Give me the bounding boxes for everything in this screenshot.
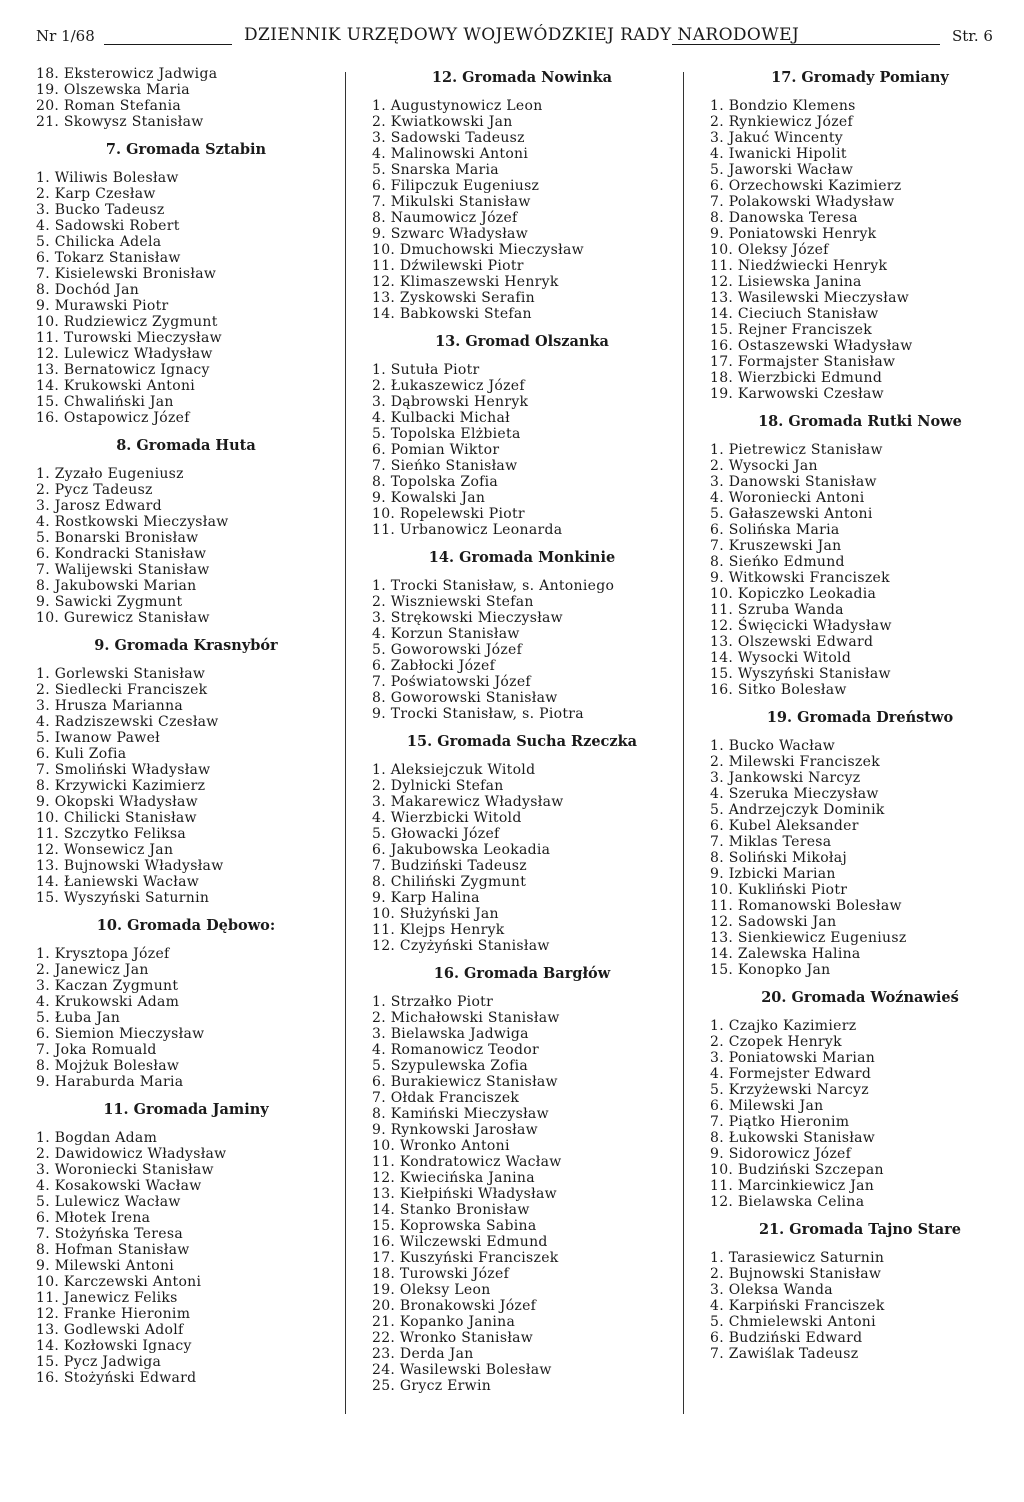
list-item: 2. Pycz Tadeusz (36, 482, 153, 498)
list-item: 14. Zalewska Halina (710, 946, 861, 962)
member-list (710, 442, 1010, 698)
list-item: 22. Wronko Stanisław (372, 1330, 534, 1346)
list-item: 9. Sawicki Zygmunt (36, 594, 183, 610)
list-item: 4. Radziszewski Czesław (36, 714, 219, 730)
list-item: 15. Pycz Jadwiga (36, 1354, 162, 1370)
list-item: 4. Szeruka Mieczysław (710, 786, 879, 802)
section-title: 17. Gromady Pomiany (771, 69, 949, 86)
list-item: 15. Konopko Jan (710, 962, 831, 978)
section-title: 21. Gromada Tajno Stare (758, 1221, 962, 1238)
list-item: 10. Karczewski Antoni (36, 1274, 202, 1290)
list-item: 5. Bonarski Bronisław (36, 530, 199, 546)
list-item: 21. Kopanko Janina (372, 1314, 516, 1330)
list-item: 3. Makarewicz Władysław (372, 794, 564, 810)
member-list (372, 994, 672, 1394)
list-item: 7. Ołdak Franciszek (372, 1090, 520, 1106)
list-item: 3. Bielawska Jadwiga (372, 1026, 529, 1042)
list-item: 15. Koprowska Sabina (372, 1218, 537, 1234)
list-item: 12. Święcicki Władysław (710, 618, 892, 634)
list-item: 2. Dawidowicz Władysław (36, 1146, 227, 1162)
list-item: 2. Michałowski Stanisław (372, 1010, 560, 1026)
list-item: 2. Karp Czesław (36, 186, 156, 202)
list-item: 7. Walijewski Stanisław (36, 562, 210, 578)
list-item: 12. Kwiecińska Janina (372, 1170, 535, 1186)
section-title: 18. Gromada Rutki Nowe (758, 413, 962, 430)
list-item: 12. Lisiewska Janina (710, 274, 862, 290)
gromada-section (36, 634, 336, 906)
list-item: 13. Olszewski Edward (710, 634, 874, 650)
list-item: 5. Chmielewski Antoni (710, 1314, 876, 1330)
list-item: 9. Trocki Stanisław, s. Piotra (372, 706, 584, 722)
gromada-section (710, 706, 1010, 978)
list-item: 14. Wysocki Witold (710, 650, 852, 666)
list-item: 2. Rynkiewicz Józef (710, 114, 853, 130)
list-item: 6. Burakiewicz Stanisław (372, 1074, 558, 1090)
member-list (710, 1250, 1010, 1362)
list-item: 6. Solińska Maria (710, 522, 840, 538)
header-rule-right (672, 44, 940, 45)
member-list (372, 578, 672, 722)
list-item: 5. Gałaszewski Antoni (710, 506, 873, 522)
section-title: 10. Gromada Dębowo: (96, 917, 276, 934)
list-item: 8. Kamiński Mieczysław (372, 1106, 549, 1122)
list-item: 6. Pomian Wiktor (372, 442, 500, 458)
list-item: 1. Aleksiejczuk Witold (372, 762, 536, 778)
list-item: 1. Strzałko Piotr (372, 994, 494, 1010)
section-title: 15. Gromada Sucha Rzeczka (406, 733, 638, 750)
list-item: 11. Urbanowicz Leonarda (372, 522, 563, 538)
list-item: 23. Derda Jan (372, 1346, 474, 1362)
list-item: 12. Klimaszewski Henryk (372, 274, 559, 290)
list-item: 10. Oleksy Józef (710, 242, 829, 258)
section-title: 11. Gromada Jaminy (103, 1101, 269, 1118)
list-item: 14. Cieciuch Stanisław (710, 306, 879, 322)
list-item: 6. Filipczuk Eugeniusz (372, 178, 540, 194)
member-list (710, 1018, 1010, 1210)
list-item: 3. Jankowski Narcyz (710, 770, 861, 786)
list-item: 10. Kukliński Piotr (710, 882, 848, 898)
list-item: 7. Joka Romuald (36, 1042, 157, 1058)
page-number: Str. 6 (952, 27, 993, 45)
member-list (36, 466, 336, 626)
list-item: 8. Hofman Stanisław (36, 1242, 190, 1258)
section-title: 9. Gromada Krasnybór (94, 637, 278, 654)
gromada-section (372, 66, 672, 322)
member-list (710, 738, 1010, 978)
list-item: 4. Romanowicz Teodor (372, 1042, 540, 1058)
list-item: 19. Olszewska Maria (36, 82, 190, 98)
list-item: 8. Dochód Jan (36, 282, 140, 298)
list-item: 13. Godlewski Adolf (36, 1322, 184, 1338)
list-item: 25. Grycz Erwin (372, 1378, 492, 1394)
gromada-section (372, 730, 672, 954)
list-item: 3. Danowski Stanisław (710, 474, 877, 490)
list-item: 6. Budziński Edward (710, 1330, 863, 1346)
list-item: 10. Rudziewicz Zygmunt (36, 314, 218, 330)
list-item: 1. Bogdan Adam (36, 1130, 158, 1146)
list-item: 9. Witkowski Franciszek (710, 570, 890, 586)
member-list (372, 762, 672, 954)
list-item: 15. Wyszyński Saturnin (36, 890, 210, 906)
list-item: 11. Szczytko Feliksa (36, 826, 186, 842)
list-item: 5. Lulewicz Wacław (36, 1194, 181, 1210)
member-list (36, 666, 336, 906)
list-item: 18. Turowski Józef (372, 1266, 510, 1282)
gromada-section (372, 330, 672, 538)
header-rule-left (104, 44, 232, 45)
list-item: 6. Kubel Aleksander (710, 818, 859, 834)
list-item: 7. Budziński Tadeusz (372, 858, 527, 874)
list-item: 5. Krzyżewski Narcyz (710, 1082, 869, 1098)
list-item: 10. Kopiczko Leokadia (710, 586, 877, 602)
list-item: 10. Chilicki Stanisław (36, 810, 197, 826)
list-item: 2. Wiszniewski Stefan (372, 594, 534, 610)
list-item: 2. Czopek Henryk (710, 1034, 842, 1050)
list-item: 11. Niedźwiecki Henryk (710, 258, 888, 274)
list-item: 11. Janewicz Feliks (36, 1290, 178, 1306)
list-item: 16. Stożyński Edward (36, 1370, 197, 1386)
list-item: 7. Miklas Teresa (710, 834, 832, 850)
list-item: 8. Soliński Mikołaj (710, 850, 848, 866)
list-item: 9. Murawski Piotr (36, 298, 169, 314)
list-item: 3. Poniatowski Marian (710, 1050, 876, 1066)
list-item: 7. Smoliński Władysław (36, 762, 211, 778)
list-item: 3. Jarosz Edward (36, 498, 162, 514)
list-item: 5. Szypulewska Zofia (372, 1058, 529, 1074)
list-item: 12. Wonsewicz Jan (36, 842, 174, 858)
list-item: 21. Skowysz Stanisław (36, 114, 204, 130)
member-list (36, 66, 336, 130)
column-1 (36, 66, 336, 1386)
list-item: 10. Służyński Jan (372, 906, 499, 922)
section-title: 8. Gromada Huta (116, 437, 256, 454)
list-item: 4. Wierzbicki Witold (372, 810, 522, 826)
list-item: 5. Snarska Maria (372, 162, 499, 178)
list-item: 14. Łaniewski Wacław (36, 874, 200, 890)
list-item: 1. Zyzało Eugeniusz (36, 466, 184, 482)
list-item: 9. Kowalski Jan (372, 490, 486, 506)
list-item: 1. Czajko Kazimierz (710, 1018, 857, 1034)
member-list (36, 170, 336, 426)
gromada-section (36, 434, 336, 626)
list-item: 7. Stożyńska Teresa (36, 1226, 183, 1242)
list-item: 2. Janewicz Jan (36, 962, 149, 978)
list-item: 14. Krukowski Antoni (36, 378, 196, 394)
list-item: 15. Wyszyński Stanisław (710, 666, 891, 682)
list-item: 9. Milewski Antoni (36, 1258, 175, 1274)
list-item: 9. Sidorowicz Józef (710, 1146, 852, 1162)
list-item: 18. Wierzbicki Edmund (710, 370, 883, 386)
list-item: 4. Korzun Stanisław (372, 626, 520, 642)
list-item: 6. Jakubowska Leokadia (372, 842, 551, 858)
list-item: 7. Mikulski Stanisław (372, 194, 531, 210)
list-item: 5. Głowacki Józef (372, 826, 500, 842)
list-item: 2. Łukaszewicz Józef (372, 378, 525, 394)
list-item: 15. Rejner Franciszek (710, 322, 873, 338)
list-item: 9. Haraburda Maria (36, 1074, 184, 1090)
list-item: 4. Formejster Edward (710, 1066, 872, 1082)
list-item: 1. Trocki Stanisław, s. Antoniego (372, 578, 615, 594)
section-title: 14. Gromada Monkinie (428, 549, 616, 566)
list-item: 9. Szwarc Władysław (372, 226, 528, 242)
section-title: 16. Gromada Bargłów (433, 965, 611, 982)
list-item: 16. Ostaszewski Władysław (710, 338, 913, 354)
list-item: 8. Chiliński Zygmunt (372, 874, 527, 890)
list-item: 8. Topolska Zofia (372, 474, 499, 490)
list-item: 14. Kozłowski Ignacy (36, 1338, 192, 1354)
list-item: 2. Dylnicki Stefan (372, 778, 504, 794)
list-item: 10. Ropelewski Piotr (372, 506, 525, 522)
list-item: 13. Bernatowicz Ignacy (36, 362, 210, 378)
list-item: 4. Karpiński Franciszek (710, 1298, 885, 1314)
list-item: 20. Roman Stefania (36, 98, 182, 114)
list-item: 5. Łuba Jan (36, 1010, 121, 1026)
journal-title: DZIENNIK URZĘDOWY WOJEWÓDZKIEJ RADY NARODOWEJ (244, 25, 800, 45)
list-item: 4. Malinowski Antoni (372, 146, 529, 162)
section-title: 20. Gromada Woźnawieś (761, 989, 959, 1006)
gromada-section (710, 410, 1010, 698)
list-item: 6. Zabłocki Józef (372, 658, 496, 674)
list-item: 8. Danowska Teresa (710, 210, 858, 226)
list-item: 5. Chilicka Adela (36, 234, 162, 250)
page-header (0, 0, 1024, 60)
list-item: 4. Woroniecki Antoni (710, 490, 865, 506)
list-item: 8. Naumowicz Józef (372, 210, 518, 226)
list-item: 8. Sieńko Edmund (710, 554, 845, 570)
column-3 (710, 66, 1010, 1362)
list-item: 1. Krysztopa Józef (36, 946, 170, 962)
list-item: 9. Izbicki Marian (710, 866, 836, 882)
list-item: 3. Dąbrowski Henryk (372, 394, 529, 410)
list-item: 6. Kuli Zofia (36, 746, 127, 762)
list-item: 5. Jaworski Wacław (710, 162, 854, 178)
list-item: 5. Andrzejczyk Dominik (710, 802, 885, 818)
list-item: 9. Karp Halina (372, 890, 480, 906)
member-list (36, 946, 336, 1090)
list-item: 2. Wysocki Jan (710, 458, 818, 474)
list-item: 11. Marcinkiewicz Jan (710, 1178, 875, 1194)
list-item: 12. Czyżyński Stanisław (372, 938, 550, 954)
list-item: 7. Kruszewski Jan (710, 538, 842, 554)
list-item: 20. Bronakowski Józef (372, 1298, 537, 1314)
list-item: 2. Bujnowski Stanisław (710, 1266, 882, 1282)
list-item: 1. Augustynowicz Leon (372, 98, 543, 114)
list-item: 8. Goworowski Stanisław (372, 690, 558, 706)
list-item: 17. Formajster Stanisław (710, 354, 896, 370)
gromada-section (36, 1098, 336, 1386)
list-item: 11. Klejps Henryk (372, 922, 505, 938)
list-item: 19. Karwowski Czesław (710, 386, 884, 402)
list-item: 1. Bondzio Klemens (710, 98, 856, 114)
list-item: 1. Pietrewicz Stanisław (710, 442, 883, 458)
list-item: 16. Wilczewski Edmund (372, 1234, 548, 1250)
list-item: 8. Łukowski Stanisław (710, 1130, 876, 1146)
list-item: 7. Piątko Hieronim (710, 1114, 850, 1130)
list-item: 14. Babkowski Stefan (372, 306, 532, 322)
member-list (36, 1130, 336, 1386)
list-item: 4. Kulbacki Michał (372, 410, 510, 426)
section-title: 13. Gromad Olszanka (435, 333, 609, 350)
list-item: 6. Kondracki Stanisław (36, 546, 207, 562)
gromada-section (36, 66, 336, 130)
list-item: 6. Siemion Mieczysław (36, 1026, 205, 1042)
list-item: 11. Dźwilewski Piotr (372, 258, 524, 274)
list-item: 5. Goworowski Józef (372, 642, 523, 658)
list-item: 9. Poniatowski Henryk (710, 226, 877, 242)
list-item: 9. Rynkowski Jarosław (372, 1122, 538, 1138)
list-item: 13. Bujnowski Władysław (36, 858, 224, 874)
list-item: 11. Szruba Wanda (710, 602, 844, 618)
list-item: 14. Stanko Bronisław (372, 1202, 530, 1218)
list-item: 3. Woroniecki Stanisław (36, 1162, 214, 1178)
list-item: 13. Wasilewski Mieczysław (710, 290, 910, 306)
list-item: 7. Poświatowski Józef (372, 674, 531, 690)
list-item: 7. Polakowski Władysław (710, 194, 895, 210)
list-item: 3. Kaczan Zygmunt (36, 978, 179, 994)
list-item: 6. Orzechowski Kazimierz (710, 178, 902, 194)
gromada-section (710, 986, 1010, 1210)
list-item: 11. Kondratowicz Wacław (372, 1154, 562, 1170)
member-list (372, 362, 672, 538)
list-item: 3. Bucko Tadeusz (36, 202, 165, 218)
list-item: 5. Topolska Elżbieta (372, 426, 521, 442)
section-title: 19. Gromada Dreństwo (766, 709, 954, 726)
section-title: 12. Gromada Nowinka (431, 69, 613, 86)
gromada-section (36, 138, 336, 426)
gromada-section (372, 962, 672, 1394)
list-item: 16. Sitko Bolesław (710, 682, 847, 698)
list-item: 13. Zyskowski Serafin (372, 290, 535, 306)
section-title: 7. Gromada Sztabin (105, 141, 267, 158)
list-item: 9. Okopski Władysław (36, 794, 198, 810)
list-item: 4. Krukowski Adam (36, 994, 180, 1010)
list-item: 2. Siedlecki Franciszek (36, 682, 208, 698)
list-item: 3. Sadowski Tadeusz (372, 130, 525, 146)
list-item: 16. Ostapowicz Józef (36, 410, 190, 426)
list-item: 18. Eksterowicz Jadwiga (36, 66, 218, 82)
member-list (372, 98, 672, 322)
list-item: 3. Jakuć Wincenty (710, 130, 843, 146)
list-item: 13. Sienkiewicz Eugeniusz (710, 930, 907, 946)
list-item: 10. Wronko Antoni (372, 1138, 510, 1154)
list-item: 11. Turowski Mieczysław (36, 330, 222, 346)
list-item: 5. Iwanow Paweł (36, 730, 160, 746)
list-item: 1. Wiliwis Bolesław (36, 170, 179, 186)
list-item: 2. Kwiatkowski Jan (372, 114, 513, 130)
list-item: 3. Oleksa Wanda (710, 1282, 833, 1298)
gromada-section (372, 546, 672, 722)
list-item: 6. Milewski Jan (710, 1098, 824, 1114)
list-item: 1. Bucko Wacław (710, 738, 836, 754)
list-item: 19. Oleksy Leon (372, 1282, 491, 1298)
list-item: 3. Strękowski Mieczysław (372, 610, 563, 626)
member-list (710, 98, 1010, 402)
list-item: 10. Budziński Szczepan (710, 1162, 884, 1178)
list-item: 12. Lulewicz Władysław (36, 346, 213, 362)
issue-number: Nr 1/68 (36, 27, 95, 45)
list-item: 15. Chwaliński Jan (36, 394, 174, 410)
list-item: 8. Mojżuk Bolesław (36, 1058, 180, 1074)
list-item: 24. Wasilewski Bolesław (372, 1362, 552, 1378)
list-item: 13. Kiełpiński Władysław (372, 1186, 557, 1202)
list-item: 17. Kuszyński Franciszek (372, 1250, 559, 1266)
list-item: 7. Zawiślak Tadeusz (710, 1346, 859, 1362)
gromada-section (710, 1218, 1010, 1362)
list-item: 3. Hrusza Marianna (36, 698, 184, 714)
list-item: 1. Gorlewski Stanisław (36, 666, 206, 682)
list-item: 11. Romanowski Bolesław (710, 898, 902, 914)
list-item: 12. Bielawska Celina (710, 1194, 865, 1210)
list-item: 8. Jakubowski Marian (36, 578, 197, 594)
column-divider-1 (345, 72, 346, 1414)
column-2 (372, 66, 672, 1394)
list-item: 7. Sieńko Stanisław (372, 458, 518, 474)
list-item: 6. Tokarz Stanisław (36, 250, 181, 266)
list-item: 7. Kisielewski Bronisław (36, 266, 217, 282)
gromada-section (710, 66, 1010, 402)
list-item: 4. Rostkowski Mieczysław (36, 514, 229, 530)
column-divider-2 (683, 72, 684, 1414)
list-item: 12. Sadowski Jan (710, 914, 837, 930)
list-item: 6. Młotek Irena (36, 1210, 151, 1226)
list-item: 1. Sutuła Piotr (372, 362, 480, 378)
list-item: 8. Krzywicki Kazimierz (36, 778, 206, 794)
list-item: 4. Iwanicki Hipolit (710, 146, 847, 162)
list-item: 1. Tarasiewicz Saturnin (710, 1250, 885, 1266)
list-item: 10. Gurewicz Stanisław (36, 610, 210, 626)
gromada-section (36, 914, 336, 1090)
list-item: 4. Kosakowski Wacław (36, 1178, 202, 1194)
list-item: 4. Sadowski Robert (36, 218, 180, 234)
list-item: 2. Milewski Franciszek (710, 754, 880, 770)
list-item: 12. Franke Hieronim (36, 1306, 191, 1322)
list-item: 10. Dmuchowski Mieczysław (372, 242, 584, 258)
